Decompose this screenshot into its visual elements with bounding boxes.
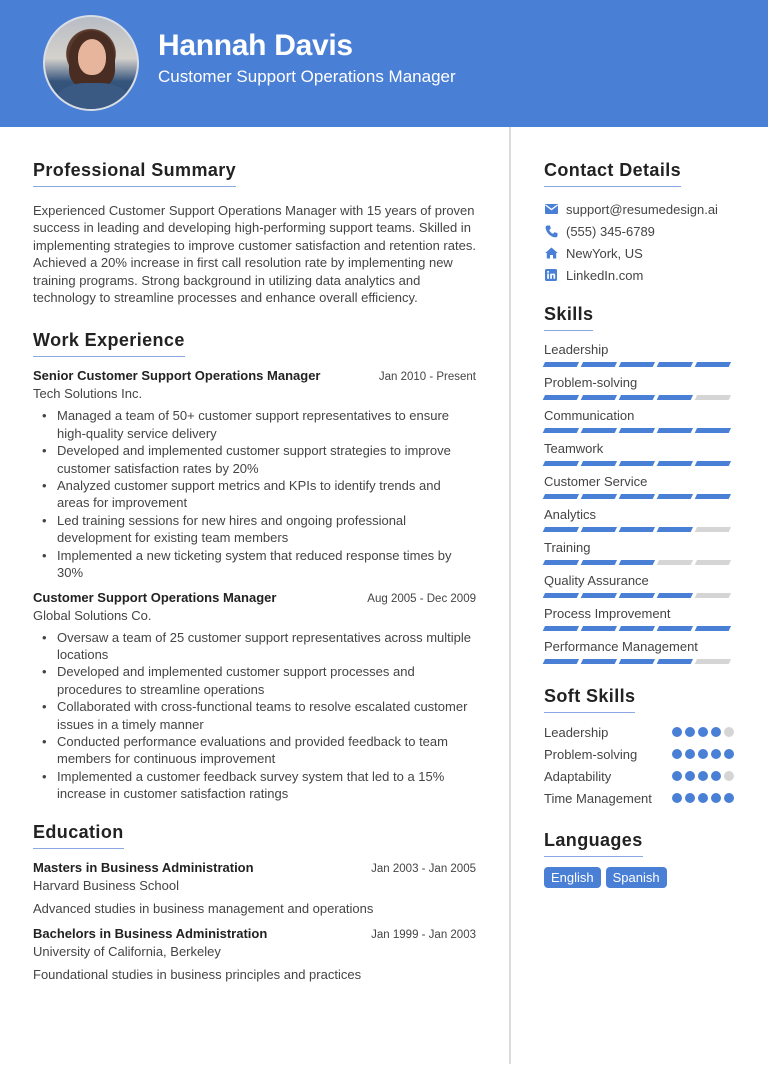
skill-level-bar bbox=[544, 560, 734, 565]
level-segment-filled bbox=[581, 428, 617, 433]
degree-name: Bachelors in Business Administration bbox=[33, 925, 268, 941]
languages-section bbox=[544, 830, 734, 888]
level-segment-empty bbox=[657, 560, 693, 565]
level-segment-filled bbox=[619, 560, 655, 565]
level-segment-filled bbox=[657, 461, 693, 466]
rating-dot-filled bbox=[698, 771, 708, 781]
level-segment-filled bbox=[657, 626, 693, 631]
section-heading: Professional Summary bbox=[33, 160, 236, 187]
level-segment-empty bbox=[695, 659, 731, 664]
level-segment-filled bbox=[543, 560, 579, 565]
level-segment-filled bbox=[581, 560, 617, 565]
job-entry bbox=[33, 590, 476, 803]
rating-dot-empty bbox=[724, 771, 734, 781]
skill-level-bar bbox=[544, 659, 734, 664]
skill-level-bar bbox=[544, 494, 734, 499]
education-dates: Jan 1999 - Jan 2003 bbox=[371, 928, 476, 941]
experience-section bbox=[33, 330, 476, 802]
job-title: Customer Support Operations Manager bbox=[33, 589, 277, 605]
soft-skill-name: Adaptability bbox=[544, 768, 612, 784]
skill-item bbox=[544, 342, 734, 367]
level-segment-filled bbox=[581, 461, 617, 466]
section-heading: Contact Details bbox=[544, 160, 681, 187]
rating-dot-filled bbox=[698, 793, 708, 803]
skill-list bbox=[544, 342, 734, 664]
level-segment-filled bbox=[581, 659, 617, 664]
level-segment-filled bbox=[657, 428, 693, 433]
level-segment-filled bbox=[657, 395, 693, 400]
level-segment-filled bbox=[695, 362, 731, 367]
education-header bbox=[33, 926, 476, 941]
summary-section bbox=[33, 160, 476, 306]
candidate-title: Customer Support Operations Manager bbox=[158, 67, 456, 86]
job-bullets bbox=[33, 407, 476, 581]
section-heading: Work Experience bbox=[33, 330, 185, 357]
contact-text: NewYork, US bbox=[566, 245, 643, 261]
education-description: Foundational studies in business principles and practices bbox=[33, 966, 362, 982]
rating-dot-filled bbox=[685, 727, 695, 737]
level-segment-filled bbox=[619, 362, 655, 367]
main-column bbox=[33, 127, 476, 983]
resume-header bbox=[0, 0, 768, 127]
contact-item[interactable] bbox=[544, 264, 734, 286]
level-segment-empty bbox=[695, 527, 731, 532]
job-bullets bbox=[33, 629, 476, 803]
rating-dot-empty bbox=[724, 727, 734, 737]
skill-item bbox=[544, 606, 734, 631]
company-name: Tech Solutions Inc. bbox=[33, 386, 143, 402]
education-description: Advanced studies in business management and operations bbox=[33, 900, 374, 916]
rating-dot-filled bbox=[698, 727, 708, 737]
skill-name: Problem-solving bbox=[544, 375, 638, 390]
education-header bbox=[33, 860, 476, 875]
phone-icon bbox=[544, 224, 558, 238]
rating-dots bbox=[672, 771, 734, 781]
job-dates: Jan 2010 - Present bbox=[378, 371, 476, 384]
section-heading: Languages bbox=[544, 830, 643, 857]
level-segment-filled bbox=[619, 659, 655, 664]
level-segment-filled bbox=[619, 626, 655, 631]
level-segment-filled bbox=[619, 494, 655, 499]
rating-dot-filled bbox=[672, 727, 682, 737]
contact-item[interactable] bbox=[544, 220, 734, 242]
level-segment-empty bbox=[695, 395, 731, 400]
level-segment-filled bbox=[581, 395, 617, 400]
bullet-item: • Collaborated with cross-functional teams to resolve escalated customer issues in a timely manner bbox=[57, 698, 476, 733]
level-segment-filled bbox=[543, 626, 579, 631]
rating-dots bbox=[672, 749, 734, 759]
level-segment-filled bbox=[543, 362, 579, 367]
level-segment-filled bbox=[581, 626, 617, 631]
skill-item bbox=[544, 573, 734, 598]
rating-dot-filled bbox=[724, 793, 734, 803]
skill-name: Performance Management bbox=[544, 639, 698, 654]
level-segment-empty bbox=[695, 593, 731, 598]
section-heading: Soft Skills bbox=[544, 686, 635, 713]
soft-skill-name: Problem-solving bbox=[544, 746, 638, 762]
rating-dot-filled bbox=[685, 793, 695, 803]
job-entry bbox=[33, 368, 476, 581]
soft-skill-name: Time Management bbox=[544, 790, 652, 806]
job-header bbox=[33, 590, 476, 605]
rating-dots bbox=[672, 727, 734, 737]
candidate-name: Hannah Davis bbox=[158, 29, 353, 62]
contact-list bbox=[544, 198, 734, 286]
bullet-item: • Analyzed customer support metrics and KPIs to identify trends and areas for improvement bbox=[57, 477, 476, 512]
skill-name: Communication bbox=[544, 408, 635, 423]
home-icon bbox=[544, 246, 558, 260]
soft-skill-item bbox=[544, 790, 734, 807]
skill-item bbox=[544, 441, 734, 466]
job-dates: Aug 2005 - Dec 2009 bbox=[367, 592, 476, 605]
bullet-item: • Implemented a customer feedback survey system that led to a 15% increase in customer satisfaction ratings bbox=[57, 768, 476, 803]
bullet-item: • Implemented a new ticketing system that reduced response times by 30% bbox=[57, 547, 476, 582]
skill-level-bar bbox=[544, 461, 734, 466]
skill-name: Process Improvement bbox=[544, 606, 671, 621]
contact-item[interactable] bbox=[544, 198, 734, 220]
skill-name: Teamwork bbox=[544, 441, 604, 456]
contact-text: (555) 345-6789 bbox=[566, 223, 655, 239]
level-segment-filled bbox=[543, 494, 579, 499]
skill-item bbox=[544, 507, 734, 532]
level-segment-filled bbox=[619, 428, 655, 433]
skill-name: Analytics bbox=[544, 507, 597, 522]
language-badge: Spanish bbox=[606, 867, 667, 888]
skill-item bbox=[544, 639, 734, 664]
level-segment-filled bbox=[657, 494, 693, 499]
education-entry bbox=[33, 860, 476, 917]
language-badge: English bbox=[544, 867, 601, 888]
bullet-item: • Managed a team of 50+ customer support representatives to ensure high-quality service delivery bbox=[57, 407, 476, 442]
level-segment-filled bbox=[695, 461, 731, 466]
soft-skill-item bbox=[544, 768, 734, 785]
skill-level-bar bbox=[544, 428, 734, 433]
skill-level-bar bbox=[544, 527, 734, 532]
level-segment-empty bbox=[695, 560, 731, 565]
level-segment-filled bbox=[695, 428, 731, 433]
degree-name: Masters in Business Administration bbox=[33, 859, 254, 875]
soft-skill-list bbox=[544, 724, 734, 807]
skill-name: Customer Service bbox=[544, 474, 648, 489]
level-segment-filled bbox=[619, 395, 655, 400]
level-segment-filled bbox=[619, 527, 655, 532]
job-header bbox=[33, 368, 476, 383]
contact-text: support@resumedesign.ai bbox=[566, 201, 718, 217]
level-segment-filled bbox=[619, 461, 655, 466]
bullet-item: • Developed and implemented customer support processes and procedures to streamline operations bbox=[57, 663, 476, 698]
soft-skills-section bbox=[544, 686, 734, 807]
school-name: University of California, Berkeley bbox=[33, 943, 221, 959]
rating-dot-filled bbox=[711, 727, 721, 737]
level-segment-filled bbox=[581, 527, 617, 532]
rating-dot-filled bbox=[711, 793, 721, 803]
profile-photo bbox=[43, 15, 139, 111]
rating-dot-filled bbox=[711, 749, 721, 759]
level-segment-filled bbox=[657, 659, 693, 664]
job-list bbox=[33, 368, 476, 802]
level-segment-filled bbox=[543, 395, 579, 400]
bullet-item: • Oversaw a team of 25 customer support representatives across multiple locations bbox=[57, 629, 476, 664]
section-heading: Education bbox=[33, 822, 124, 849]
contact-section bbox=[544, 160, 734, 286]
contact-text: LinkedIn.com bbox=[566, 267, 644, 283]
company-name: Global Solutions Co. bbox=[33, 607, 152, 623]
skill-level-bar bbox=[544, 626, 734, 631]
rating-dot-filled bbox=[672, 749, 682, 759]
level-segment-filled bbox=[619, 593, 655, 598]
skill-name: Quality Assurance bbox=[544, 573, 649, 588]
column-divider bbox=[509, 127, 511, 1064]
envelope-icon bbox=[544, 202, 558, 216]
level-segment-filled bbox=[581, 494, 617, 499]
education-section bbox=[33, 822, 476, 984]
soft-skill-item bbox=[544, 724, 734, 741]
level-segment-filled bbox=[657, 527, 693, 532]
rating-dot-filled bbox=[724, 749, 734, 759]
skill-item bbox=[544, 540, 734, 565]
education-list bbox=[33, 860, 476, 984]
bullet-item: • Developed and implemented customer support strategies to improve customer satisfaction rates by 20% bbox=[57, 442, 476, 477]
bullet-item: • Led training sessions for new hires and ongoing professional development for existing team members bbox=[57, 512, 476, 547]
rating-dot-filled bbox=[672, 793, 682, 803]
level-segment-filled bbox=[543, 659, 579, 664]
education-entry bbox=[33, 926, 476, 983]
language-list bbox=[544, 867, 734, 888]
skills-section bbox=[544, 304, 734, 664]
skill-name: Leadership bbox=[544, 342, 609, 357]
side-column bbox=[544, 127, 734, 888]
job-title: Senior Customer Support Operations Manager bbox=[33, 368, 321, 384]
skill-item bbox=[544, 375, 734, 400]
level-segment-filled bbox=[581, 362, 617, 367]
skill-level-bar bbox=[544, 395, 734, 400]
skill-level-bar bbox=[544, 362, 734, 367]
education-dates: Jan 2003 - Jan 2005 bbox=[371, 862, 476, 875]
rating-dot-filled bbox=[698, 749, 708, 759]
summary-text: Experienced Customer Support Operations Manager with 15 years of proven success in leading and developing high-performing support teams. Skilled in implementing strategies to improve customer satisfaction and retention rates. Achieved a 20% increase in first call resolution rate by implementing new training programs. Strong background in utilizing data analytics and technology to streamline processes and enhance overall efficiency. bbox=[33, 203, 476, 306]
section-heading: Skills bbox=[544, 304, 593, 331]
level-segment-filled bbox=[657, 362, 693, 367]
level-segment-filled bbox=[695, 626, 731, 631]
level-segment-filled bbox=[543, 428, 579, 433]
school-name: Harvard Business School bbox=[33, 877, 179, 893]
skill-level-bar bbox=[544, 593, 734, 598]
soft-skill-name: Leadership bbox=[544, 725, 609, 740]
rating-dot-filled bbox=[711, 771, 721, 781]
contact-item[interactable] bbox=[544, 242, 734, 264]
linkedin-icon bbox=[544, 268, 558, 282]
level-segment-filled bbox=[543, 593, 579, 598]
level-segment-filled bbox=[543, 527, 579, 532]
soft-skill-item bbox=[544, 746, 734, 763]
skill-name: Training bbox=[544, 540, 591, 555]
rating-dots bbox=[672, 793, 734, 803]
level-segment-filled bbox=[657, 593, 693, 598]
skill-item bbox=[544, 474, 734, 499]
level-segment-filled bbox=[695, 494, 731, 499]
skill-item bbox=[544, 408, 734, 433]
level-segment-filled bbox=[543, 461, 579, 466]
rating-dot-filled bbox=[685, 771, 695, 781]
rating-dot-filled bbox=[685, 749, 695, 759]
rating-dot-filled bbox=[672, 771, 682, 781]
bullet-item: • Conducted performance evaluations and provided feedback to team members for continuous improvement bbox=[57, 733, 476, 768]
level-segment-filled bbox=[581, 593, 617, 598]
